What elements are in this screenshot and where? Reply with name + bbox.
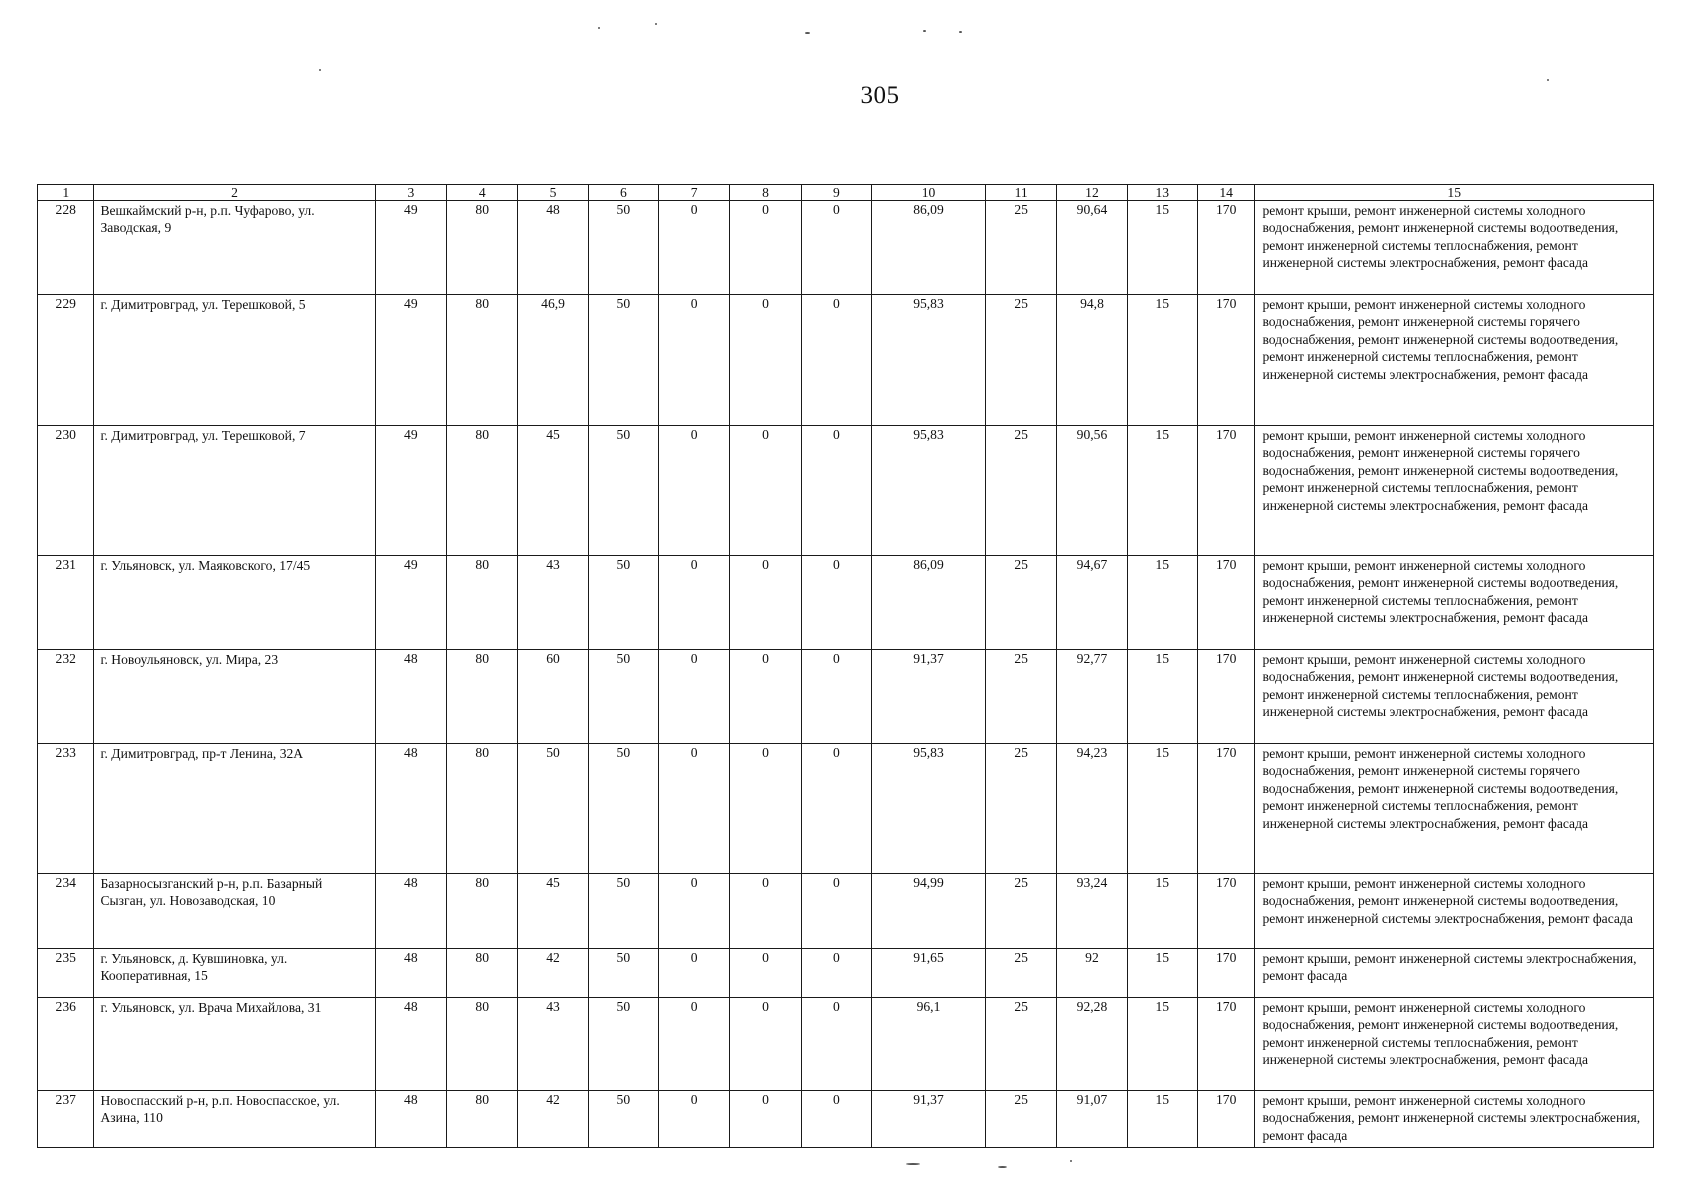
col-10-value: 86,09 (872, 201, 986, 295)
col-12-value: 91,07 (1057, 1091, 1127, 1148)
col-12-value: 94,23 (1057, 744, 1127, 874)
col-9-value: 0 (801, 1091, 871, 1148)
column-number-1: 1 (38, 185, 94, 201)
col-5-value: 43 (518, 556, 588, 650)
scan-speck (959, 31, 962, 33)
col-10-value: 96,1 (872, 998, 986, 1091)
col-3-value: 48 (375, 744, 446, 874)
col-5-value: 48 (518, 201, 588, 295)
col-13-value: 15 (1127, 201, 1197, 295)
row-number: 232 (38, 650, 94, 744)
table-row (38, 1091, 1654, 1148)
col-14-value: 170 (1197, 426, 1255, 556)
row-number: 236 (38, 998, 94, 1091)
col-8-value: 0 (730, 874, 801, 949)
col-5-value: 60 (518, 650, 588, 744)
col-4-value: 80 (447, 949, 518, 998)
table-body (38, 201, 1654, 1148)
col-10-value: 86,09 (872, 556, 986, 650)
col-9-value: 0 (801, 201, 871, 295)
col-14-value: 170 (1197, 744, 1255, 874)
col-8-value: 0 (730, 556, 801, 650)
table-row (38, 650, 1654, 744)
row-number: 235 (38, 949, 94, 998)
table-row (38, 556, 1654, 650)
col-7-value: 0 (658, 295, 729, 426)
col-11-value: 25 (985, 556, 1056, 650)
col-10-value: 95,83 (872, 426, 986, 556)
col-12-value: 92 (1057, 949, 1127, 998)
col-9-value: 0 (801, 650, 871, 744)
col-6-value: 50 (588, 556, 658, 650)
table-row (38, 744, 1654, 874)
col-13-value: 15 (1127, 949, 1197, 998)
address: г. Димитровград, ул. Терешковой, 7 (94, 426, 375, 556)
col-7-value: 0 (658, 949, 729, 998)
col-6-value: 50 (588, 295, 658, 426)
col-11-value: 25 (985, 744, 1056, 874)
col-10-value: 91,65 (872, 949, 986, 998)
col-7-value: 0 (658, 1091, 729, 1148)
col-6-value: 50 (588, 426, 658, 556)
col-10-value: 91,37 (872, 1091, 986, 1148)
col-6-value: 50 (588, 744, 658, 874)
col-3-value: 49 (375, 426, 446, 556)
col-9-value: 0 (801, 874, 871, 949)
table-row (38, 426, 1654, 556)
address: Вешкаймский р-н, р.п. Чуфарово, ул. Заводская, 9 (94, 201, 375, 295)
col-7-value: 0 (658, 426, 729, 556)
col-12-value: 90,56 (1057, 426, 1127, 556)
column-number-15: 15 (1255, 185, 1654, 201)
table-row (38, 295, 1654, 426)
col-5-value: 42 (518, 949, 588, 998)
col-12-value: 92,28 (1057, 998, 1127, 1091)
work-types: ремонт крыши, ремонт инженерной системы холодного водоснабжения, ремонт инженерной системы горячего водоснабжения, ремонт инженерной системы водоотведения, ремонт инженерной системы теплоснабжения, ремонт инженерной системы электроснабжения, ремонт фасада (1255, 426, 1654, 556)
column-number-2: 2 (94, 185, 375, 201)
repair-program-table (37, 184, 1654, 1148)
col-5-value: 42 (518, 1091, 588, 1148)
col-13-value: 15 (1127, 556, 1197, 650)
row-number: 230 (38, 426, 94, 556)
address: Новоспасский р-н, р.п. Новоспасское, ул. Азина, 110 (94, 1091, 375, 1148)
scan-speck (805, 32, 810, 34)
col-12-value: 90,64 (1057, 201, 1127, 295)
column-number-12: 12 (1057, 185, 1127, 201)
col-4-value: 80 (447, 998, 518, 1091)
col-3-value: 49 (375, 295, 446, 426)
col-11-value: 25 (985, 1091, 1056, 1148)
col-7-value: 0 (658, 556, 729, 650)
col-13-value: 15 (1127, 1091, 1197, 1148)
col-4-value: 80 (447, 201, 518, 295)
col-9-value: 0 (801, 295, 871, 426)
col-10-value: 95,83 (872, 295, 986, 426)
col-6-value: 50 (588, 874, 658, 949)
work-types: ремонт крыши, ремонт инженерной системы холодного водоснабжения, ремонт инженерной системы горячего водоснабжения, ремонт инженерной системы водоотведения, ремонт инженерной системы теплоснабжения, ремонт инженерной системы электроснабжения, ремонт фасада (1255, 295, 1654, 426)
col-13-value: 15 (1127, 295, 1197, 426)
scan-speck (655, 23, 657, 25)
col-8-value: 0 (730, 201, 801, 295)
col-10-value: 91,37 (872, 650, 986, 744)
column-number-11: 11 (985, 185, 1056, 201)
scan-speck (1070, 1160, 1072, 1162)
column-number-7: 7 (658, 185, 729, 201)
col-11-value: 25 (985, 650, 1056, 744)
address: г. Ульяновск, д. Кувшиновка, ул. Кооперативная, 15 (94, 949, 375, 998)
col-10-value: 94,99 (872, 874, 986, 949)
column-number-5: 5 (518, 185, 588, 201)
scan-speck (923, 30, 926, 32)
scan-speck (598, 27, 600, 29)
col-4-value: 80 (447, 744, 518, 874)
col-13-value: 15 (1127, 650, 1197, 744)
col-14-value: 170 (1197, 295, 1255, 426)
column-number-3: 3 (375, 185, 446, 201)
col-11-value: 25 (985, 426, 1056, 556)
col-8-value: 0 (730, 1091, 801, 1148)
col-13-value: 15 (1127, 426, 1197, 556)
col-8-value: 0 (730, 949, 801, 998)
scan-speck (998, 1166, 1007, 1168)
col-7-value: 0 (658, 650, 729, 744)
row-number: 228 (38, 201, 94, 295)
col-6-value: 50 (588, 949, 658, 998)
col-9-value: 0 (801, 556, 871, 650)
col-14-value: 170 (1197, 650, 1255, 744)
column-number-10: 10 (872, 185, 986, 201)
work-types: ремонт крыши, ремонт инженерной системы холодного водоснабжения, ремонт инженерной системы водоотведения, ремонт инженерной системы теплоснабжения, ремонт инженерной системы электроснабжения, ремонт фасада (1255, 556, 1654, 650)
col-11-value: 25 (985, 949, 1056, 998)
row-number: 234 (38, 874, 94, 949)
table-row (38, 998, 1654, 1091)
col-5-value: 46,9 (518, 295, 588, 426)
col-14-value: 170 (1197, 874, 1255, 949)
col-6-value: 50 (588, 201, 658, 295)
col-14-value: 170 (1197, 1091, 1255, 1148)
col-13-value: 15 (1127, 874, 1197, 949)
col-8-value: 0 (730, 744, 801, 874)
scan-speck (906, 1163, 920, 1165)
work-types: ремонт крыши, ремонт инженерной системы холодного водоснабжения, ремонт инженерной системы горячего водоснабжения, ремонт инженерной системы водоотведения, ремонт инженерной системы теплоснабжения, ремонт инженерной системы электроснабжения, ремонт фасада (1255, 744, 1654, 874)
col-11-value: 25 (985, 998, 1056, 1091)
column-number-row (38, 185, 1654, 201)
col-3-value: 49 (375, 556, 446, 650)
col-14-value: 170 (1197, 201, 1255, 295)
col-4-value: 80 (447, 1091, 518, 1148)
col-5-value: 43 (518, 998, 588, 1091)
work-types: ремонт крыши, ремонт инженерной системы холодного водоснабжения, ремонт инженерной системы электроснабжения, ремонт фасада (1255, 1091, 1654, 1148)
column-number-8: 8 (730, 185, 801, 201)
col-5-value: 50 (518, 744, 588, 874)
col-3-value: 48 (375, 874, 446, 949)
col-3-value: 48 (375, 1091, 446, 1148)
col-7-value: 0 (658, 201, 729, 295)
col-12-value: 92,77 (1057, 650, 1127, 744)
work-types: ремонт крыши, ремонт инженерной системы холодного водоснабжения, ремонт инженерной системы водоотведения, ремонт инженерной системы теплоснабжения, ремонт инженерной системы электроснабжения, ремонт фасада (1255, 998, 1654, 1091)
address: г. Новоульяновск, ул. Мира, 23 (94, 650, 375, 744)
column-number-14: 14 (1197, 185, 1255, 201)
col-12-value: 93,24 (1057, 874, 1127, 949)
col-6-value: 50 (588, 650, 658, 744)
scan-speck (319, 69, 321, 71)
col-13-value: 15 (1127, 998, 1197, 1091)
col-14-value: 170 (1197, 556, 1255, 650)
col-7-value: 0 (658, 744, 729, 874)
col-4-value: 80 (447, 650, 518, 744)
row-number: 229 (38, 295, 94, 426)
col-12-value: 94,67 (1057, 556, 1127, 650)
col-4-value: 80 (447, 556, 518, 650)
column-number-4: 4 (447, 185, 518, 201)
table-row (38, 949, 1654, 998)
col-13-value: 15 (1127, 744, 1197, 874)
page-number: 305 (860, 82, 900, 109)
address: г. Димитровград, ул. Терешковой, 5 (94, 295, 375, 426)
col-14-value: 170 (1197, 998, 1255, 1091)
col-12-value: 94,8 (1057, 295, 1127, 426)
row-number: 237 (38, 1091, 94, 1148)
column-number-9: 9 (801, 185, 871, 201)
col-8-value: 0 (730, 295, 801, 426)
col-8-value: 0 (730, 650, 801, 744)
work-types: ремонт крыши, ремонт инженерной системы электроснабжения, ремонт фасада (1255, 949, 1654, 998)
col-3-value: 48 (375, 949, 446, 998)
col-7-value: 0 (658, 874, 729, 949)
col-14-value: 170 (1197, 949, 1255, 998)
address: г. Ульяновск, ул. Маяковского, 17/45 (94, 556, 375, 650)
col-9-value: 0 (801, 426, 871, 556)
column-number-6: 6 (588, 185, 658, 201)
work-types: ремонт крыши, ремонт инженерной системы холодного водоснабжения, ремонт инженерной системы водоотведения, ремонт инженерной системы теплоснабжения, ремонт инженерной системы электроснабжения, ремонт фасада (1255, 201, 1654, 295)
col-10-value: 95,83 (872, 744, 986, 874)
col-11-value: 25 (985, 874, 1056, 949)
col-7-value: 0 (658, 998, 729, 1091)
col-9-value: 0 (801, 744, 871, 874)
address: г. Димитровград, пр-т Ленина, 32А (94, 744, 375, 874)
work-types: ремонт крыши, ремонт инженерной системы холодного водоснабжения, ремонт инженерной системы водоотведения, ремонт инженерной системы теплоснабжения, ремонт инженерной системы электроснабжения, ремонт фасада (1255, 650, 1654, 744)
address: Базарносызганский р-н, р.п. Базарный Сызган, ул. Новозаводская, 10 (94, 874, 375, 949)
col-3-value: 48 (375, 998, 446, 1091)
address: г. Ульяновск, ул. Врача Михайлова, 31 (94, 998, 375, 1091)
col-6-value: 50 (588, 998, 658, 1091)
col-3-value: 49 (375, 201, 446, 295)
col-5-value: 45 (518, 426, 588, 556)
col-8-value: 0 (730, 426, 801, 556)
table-row (38, 874, 1654, 949)
col-4-value: 80 (447, 426, 518, 556)
col-5-value: 45 (518, 874, 588, 949)
col-9-value: 0 (801, 998, 871, 1091)
table-row (38, 201, 1654, 295)
col-9-value: 0 (801, 949, 871, 998)
work-types: ремонт крыши, ремонт инженерной системы холодного водоснабжения, ремонт инженерной системы водоотведения, ремонт инженерной системы электроснабжения, ремонт фасада (1255, 874, 1654, 949)
col-4-value: 80 (447, 874, 518, 949)
col-8-value: 0 (730, 998, 801, 1091)
col-6-value: 50 (588, 1091, 658, 1148)
col-11-value: 25 (985, 295, 1056, 426)
scan-speck (1547, 79, 1549, 81)
column-number-13: 13 (1127, 185, 1197, 201)
row-number: 231 (38, 556, 94, 650)
col-4-value: 80 (447, 295, 518, 426)
row-number: 233 (38, 744, 94, 874)
col-3-value: 48 (375, 650, 446, 744)
col-11-value: 25 (985, 201, 1056, 295)
